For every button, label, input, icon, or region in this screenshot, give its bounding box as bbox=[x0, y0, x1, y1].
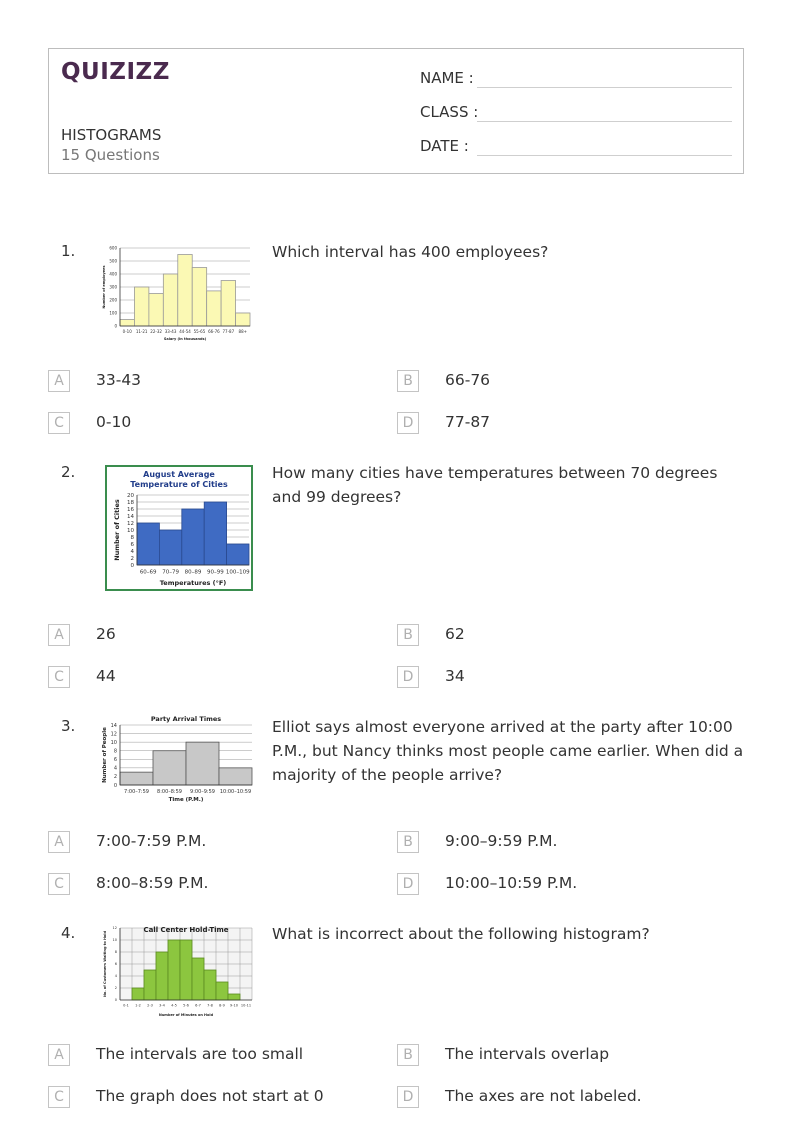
histogram-bar bbox=[180, 940, 192, 1000]
y-tick-label: 300 bbox=[109, 284, 117, 290]
histogram-bar bbox=[192, 958, 204, 1000]
name-field[interactable] bbox=[420, 69, 474, 87]
x-tick-label: 2-3 bbox=[147, 1003, 153, 1008]
option-letter: B bbox=[397, 831, 419, 853]
y-axis-label: Number of employees bbox=[102, 265, 106, 309]
histogram-bar bbox=[236, 313, 250, 326]
option-text: 8:00–8:59 P.M. bbox=[96, 874, 209, 892]
x-tick-label: 9:00–9:59 bbox=[190, 789, 215, 795]
histogram-bar bbox=[156, 952, 168, 1000]
y-tick-label: 6 bbox=[114, 962, 117, 967]
chart-party-arrival bbox=[100, 715, 256, 807]
option-letter: C bbox=[48, 873, 70, 895]
option-text: 34 bbox=[445, 667, 465, 685]
histogram-bar bbox=[149, 294, 163, 327]
y-tick-label: 2 bbox=[114, 986, 117, 991]
y-axis-label: No. of Customers Waiting to Hold bbox=[103, 930, 107, 998]
date-field[interactable] bbox=[420, 137, 469, 155]
chart-title: August Average bbox=[143, 470, 215, 479]
y-axis-label: Number of People bbox=[102, 727, 108, 783]
histogram-bar bbox=[159, 530, 181, 565]
histogram-bar bbox=[120, 320, 134, 327]
x-tick-label: 55-65 bbox=[193, 329, 206, 334]
option-letter: C bbox=[48, 412, 70, 434]
question-text: How many cities have temperatures between 70 degrees and 99 degrees? bbox=[272, 464, 718, 506]
y-tick-label: 8 bbox=[113, 748, 117, 755]
option-text: The graph does not start at 0 bbox=[96, 1087, 324, 1105]
y-tick-label: 8 bbox=[114, 950, 117, 955]
option-letter: D bbox=[397, 412, 419, 434]
x-tick-label: 10-11 bbox=[240, 1003, 252, 1008]
histogram-bar bbox=[221, 281, 235, 327]
x-tick-label: 3-4 bbox=[159, 1003, 165, 1008]
question-number: 3. bbox=[61, 717, 76, 735]
x-tick-label: 10:00–10:59 bbox=[219, 789, 252, 795]
x-tick-label: 77-87 bbox=[222, 329, 235, 334]
x-tick-label: 4-5 bbox=[171, 1003, 177, 1008]
option-text: 77-87 bbox=[445, 413, 491, 431]
y-tick-label: 600 bbox=[109, 245, 117, 251]
option-letter: C bbox=[48, 666, 70, 688]
x-tick-label: 66-76 bbox=[208, 329, 220, 334]
x-axis-label: Time (P.M.) bbox=[168, 797, 204, 803]
x-tick-label: 7:00–7:59 bbox=[124, 789, 149, 795]
y-tick-label: 200 bbox=[109, 297, 117, 303]
y-tick-label: 18 bbox=[127, 499, 134, 506]
worksheet-title: HISTOGRAMS bbox=[61, 126, 162, 144]
histogram-bar bbox=[204, 502, 226, 565]
name-line bbox=[477, 87, 732, 88]
y-tick-label: 0 bbox=[130, 562, 134, 569]
chart-employees bbox=[100, 244, 254, 342]
y-tick-label: 8 bbox=[130, 534, 134, 541]
histogram-bar bbox=[216, 982, 228, 1000]
x-tick-label: 0-10 bbox=[122, 329, 132, 334]
y-tick-label: 12 bbox=[112, 926, 117, 931]
x-tick-label: 5-6 bbox=[183, 1003, 189, 1008]
y-tick-label: 16 bbox=[127, 506, 134, 513]
chart-title: Temperature of Cities bbox=[130, 480, 228, 489]
x-tick-label: 1-2 bbox=[135, 1003, 141, 1008]
x-axis-label: Salary (in thousands) bbox=[163, 337, 207, 341]
chart-title: Party Arrival Times bbox=[150, 715, 222, 723]
option-text: 44 bbox=[96, 667, 116, 685]
y-tick-label: 14 bbox=[110, 722, 117, 729]
x-tick-label: 8-9 bbox=[219, 1003, 225, 1008]
class-line bbox=[477, 121, 732, 122]
option-letter: C bbox=[48, 1086, 70, 1108]
option-text: 26 bbox=[96, 625, 116, 643]
x-tick-label: 6-7 bbox=[195, 1003, 201, 1008]
y-tick-label: 10 bbox=[127, 527, 134, 534]
histogram-bar bbox=[134, 287, 148, 326]
y-tick-label: 14 bbox=[127, 513, 134, 520]
option-text: The intervals overlap bbox=[445, 1045, 610, 1063]
y-tick-label: 100 bbox=[109, 310, 117, 316]
y-tick-label: 2 bbox=[113, 774, 117, 781]
y-tick-label: 2 bbox=[130, 555, 134, 562]
histogram-bar bbox=[120, 772, 153, 785]
chart-title: Call Center Hold-Time bbox=[143, 926, 229, 934]
histogram-bar bbox=[163, 274, 177, 326]
histogram-bar bbox=[227, 544, 249, 565]
y-tick-label: 4 bbox=[113, 765, 117, 772]
y-tick-label: 400 bbox=[109, 271, 117, 277]
quizizz-logo: QUIZIZZ bbox=[61, 59, 170, 85]
chart-call-center bbox=[100, 922, 256, 1018]
option-letter: A bbox=[48, 831, 70, 853]
y-tick-label: 10 bbox=[112, 938, 117, 943]
histogram-bar bbox=[192, 268, 206, 327]
histogram-bar bbox=[153, 751, 186, 785]
worksheet-header bbox=[48, 48, 744, 174]
date-label: DATE : bbox=[420, 137, 469, 155]
chart-temperatures bbox=[105, 465, 254, 592]
y-tick-label: 0 bbox=[113, 782, 117, 789]
y-tick-label: 500 bbox=[109, 258, 117, 264]
y-tick-label: 0 bbox=[114, 998, 117, 1003]
question-count: 15 Questions bbox=[61, 146, 160, 164]
x-tick-label: 90–99 bbox=[207, 569, 224, 576]
question-text: Elliot says almost everyone arrived at the party after 10:00 P.M., but Nancy thinks most people came earlier. When did a majority of the people arrive? bbox=[272, 718, 744, 784]
name-label: NAME : bbox=[420, 69, 474, 87]
y-tick-label: 12 bbox=[110, 731, 117, 738]
histogram-bar bbox=[137, 523, 159, 565]
option-letter: A bbox=[48, 370, 70, 392]
option-letter: D bbox=[397, 1086, 419, 1108]
option-text: 0-10 bbox=[96, 413, 132, 431]
x-tick-label: 7-8 bbox=[207, 1003, 213, 1008]
histogram-bar bbox=[182, 509, 204, 565]
class-label: CLASS : bbox=[420, 103, 479, 121]
histogram-bar bbox=[178, 255, 192, 327]
x-tick-label: 8:00–8:59 bbox=[157, 789, 182, 795]
x-tick-label: 100–109 bbox=[225, 569, 250, 576]
option-letter: B bbox=[397, 624, 419, 646]
option-text: The axes are not labeled. bbox=[445, 1087, 642, 1105]
x-axis-label: Temperatures (°F) bbox=[159, 579, 227, 587]
y-tick-label: 0 bbox=[114, 323, 117, 329]
histogram-bar bbox=[186, 742, 219, 785]
question-text: Which interval has 400 employees? bbox=[272, 243, 549, 261]
x-tick-label: 80–89 bbox=[184, 569, 202, 576]
y-tick-label: 20 bbox=[127, 492, 134, 499]
option-text: 66-76 bbox=[445, 371, 491, 389]
histogram-bar bbox=[219, 768, 252, 785]
option-text: 10:00–10:59 P.M. bbox=[445, 874, 578, 892]
x-tick-label: 0-1 bbox=[123, 1003, 129, 1008]
x-tick-label: 22-32 bbox=[150, 329, 162, 334]
question-text: What is incorrect about the following histogram? bbox=[272, 925, 650, 943]
histogram-bar bbox=[132, 988, 144, 1000]
option-letter: B bbox=[397, 370, 419, 392]
option-letter: D bbox=[397, 873, 419, 895]
x-tick-label: 44-54 bbox=[179, 329, 191, 334]
y-tick-label: 4 bbox=[130, 548, 134, 555]
option-letter: A bbox=[48, 1044, 70, 1066]
x-tick-label: 9-10 bbox=[230, 1003, 238, 1008]
option-letter: B bbox=[397, 1044, 419, 1066]
histogram-bar bbox=[168, 940, 180, 1000]
histogram-bar bbox=[228, 994, 240, 1000]
y-tick-label: 6 bbox=[113, 757, 117, 764]
histogram-bar bbox=[207, 291, 221, 326]
question-number: 2. bbox=[61, 463, 76, 481]
date-line bbox=[477, 155, 732, 156]
option-text: The intervals are too small bbox=[96, 1045, 304, 1063]
y-tick-label: 10 bbox=[110, 739, 117, 746]
x-tick-label: 70–79 bbox=[162, 569, 179, 576]
histogram-bar bbox=[144, 970, 156, 1000]
x-tick-label: 88+ bbox=[238, 329, 248, 334]
y-tick-label: 4 bbox=[114, 974, 117, 979]
question-number: 1. bbox=[61, 242, 76, 260]
x-tick-label: 11-21 bbox=[135, 329, 148, 334]
x-axis-label: Number of Minutes on Hold bbox=[158, 1013, 214, 1017]
option-text: 33-43 bbox=[96, 371, 142, 389]
x-tick-label: 33-43 bbox=[164, 329, 177, 334]
option-text: 62 bbox=[445, 625, 465, 643]
option-text: 7:00-7:59 P.M. bbox=[96, 832, 207, 850]
y-axis-label: Number of Cities bbox=[113, 499, 121, 561]
y-tick-label: 12 bbox=[127, 520, 134, 527]
question-number: 4. bbox=[61, 924, 76, 942]
histogram-bar bbox=[204, 970, 216, 1000]
option-letter: A bbox=[48, 624, 70, 646]
class-field[interactable] bbox=[420, 103, 478, 121]
x-tick-label: 60–69 bbox=[139, 569, 157, 576]
option-letter: D bbox=[397, 666, 419, 688]
y-tick-label: 6 bbox=[130, 541, 134, 548]
option-text: 9:00–9:59 P.M. bbox=[445, 832, 558, 850]
